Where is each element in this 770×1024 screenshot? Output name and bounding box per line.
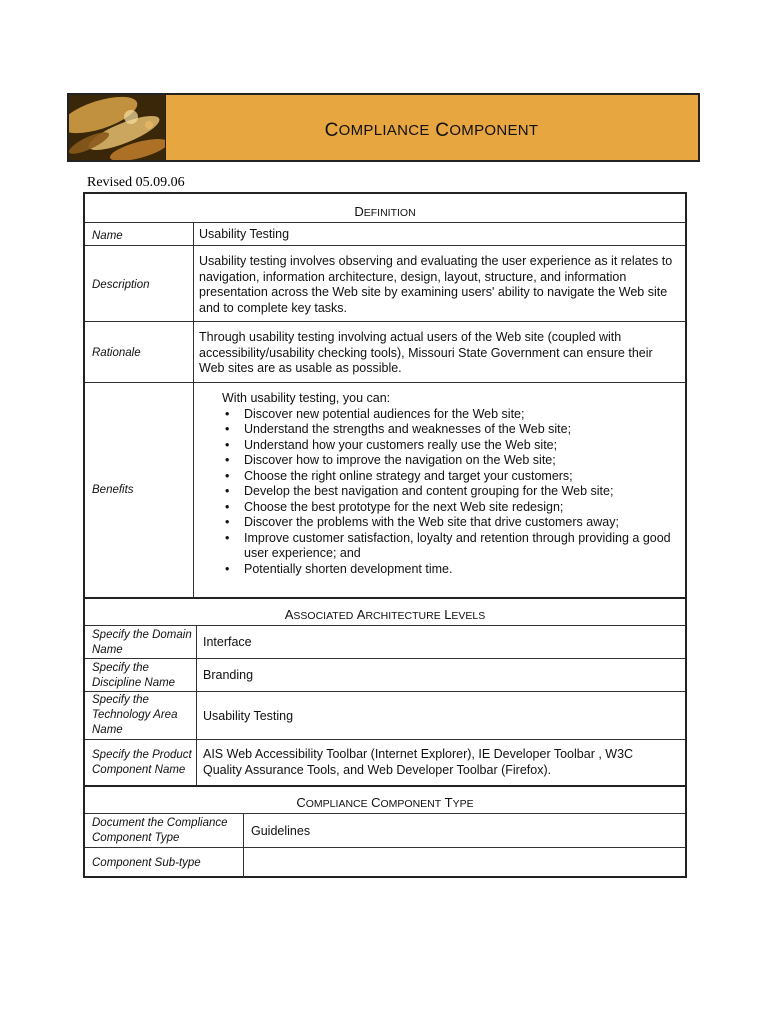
- rationale-label: Rationale: [92, 347, 141, 359]
- definition-heading: DEFINITION: [354, 204, 416, 219]
- technology-value: Usability Testing: [203, 709, 294, 723]
- component-type-heading: COMPLIANCE COMPONENT TYPE: [296, 795, 474, 810]
- revised-date: Revised 05.09.06: [87, 175, 185, 190]
- technology-label: Specify the Technology Area Name: [92, 694, 178, 736]
- benefits-label: Benefits: [92, 484, 134, 496]
- banner-decorative-graphic: [69, 95, 165, 160]
- compliance-table: [83, 192, 687, 878]
- benefit-item: • Potentially shorten development time.: [222, 562, 682, 578]
- discipline-value: Branding: [203, 668, 254, 682]
- benefit-item: • Develop the best navigation and content grouping for the Web site;: [222, 484, 682, 500]
- rationale-value: Through usability testing involving actual users of the Web site (coupled with accessibility/usability checking tools), Missouri State Government can ensure their Web sites are as usable as possible.: [199, 330, 653, 375]
- benefit-item: • Choose the right online strategy and target your customers;: [222, 469, 682, 485]
- subtype-label: Component Sub-type: [92, 857, 201, 869]
- benefits-intro: With usability testing, you can:: [222, 391, 391, 405]
- discipline-label: Specify the Discipline Name: [92, 662, 176, 689]
- product-label: Specify the Product Component Name: [92, 749, 192, 776]
- benefit-item: • Discover the problems with the Web site that drive customers away;: [222, 515, 682, 531]
- benefit-item: • Understand the strengths and weaknesses of the Web site;: [222, 422, 682, 438]
- architecture-heading: ASSOCIATED ARCHITECTURE LEVELS: [284, 607, 486, 622]
- benefits-block: [222, 391, 682, 577]
- description-label: Description: [92, 279, 150, 291]
- name-label: Name: [92, 230, 123, 242]
- banner-image: [69, 95, 166, 160]
- document-type-label: Document the Compliance Component Type: [92, 817, 228, 844]
- name-value: Usability Testing: [199, 227, 290, 241]
- benefit-item: • Improve customer satisfaction, loyalty and retention through providing a good user experience; and: [222, 531, 682, 562]
- page-title: C OMPLIANCE C OMPONENT: [324, 119, 539, 141]
- benefit-item: • Discover new potential audiences for the Web site;: [222, 407, 682, 423]
- domain-value: Interface: [203, 635, 252, 649]
- document-type-value: Guidelines: [251, 824, 311, 838]
- title-banner: [67, 93, 700, 162]
- benefits-list: [222, 407, 682, 578]
- benefit-item: • Choose the best prototype for the next Web site redesign;: [222, 500, 682, 516]
- description-value: Usability testing involves observing and evaluating the user experience as it relates to navigation, information architecture, design, layout, structure, and information presentation across the Web site by examining users' ability to navigate the Web site and to complete key tasks.: [199, 254, 673, 315]
- benefit-item: • Understand how your customers really use the Web site;: [222, 438, 682, 454]
- product-value: AIS Web Accessibility Toolbar (Internet Explorer), IE Developer Toolbar , W3C Quality Assurance Tools, and Web Developer Toolbar (Firefox).: [203, 747, 634, 777]
- domain-label: Specify the Domain Name: [92, 629, 192, 656]
- benefit-item: • Discover how to improve the navigation on the Web site;: [222, 453, 682, 469]
